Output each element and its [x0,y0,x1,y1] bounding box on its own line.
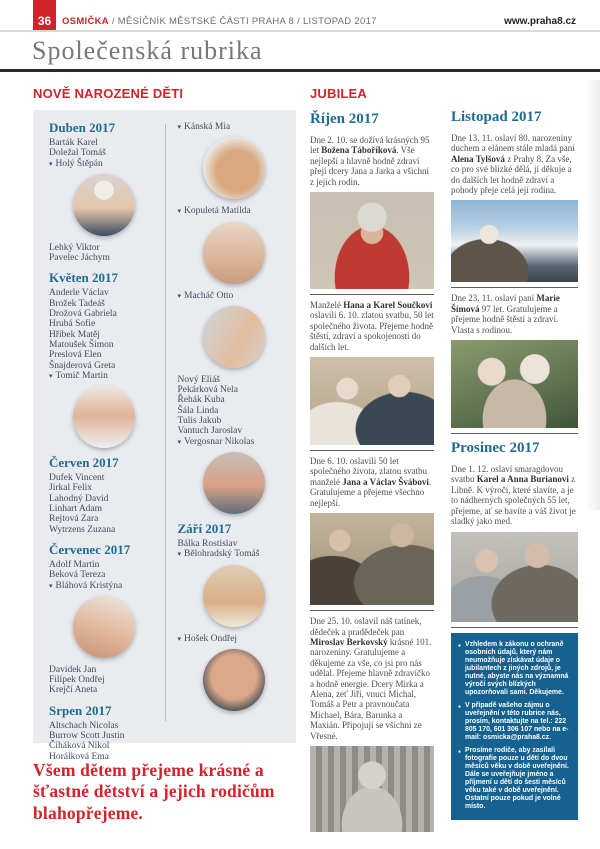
newborns-closing-wish: Všem dětem přejeme krásné a šťastné dětství a jejich rodičům blahopřejeme. [33,760,275,823]
month-heading-november: Listopad 2017 [451,109,542,125]
photo-miroslav-berkovsky [310,746,434,832]
photo-kopuleta-matilda [203,222,265,284]
newborn-name: Matoušek Šimon [49,339,114,350]
newborn-name: Adolf Martin [49,559,100,570]
arrow-down-icon [178,122,182,132]
month-heading-april: Duben 2017 [49,120,116,135]
newborn-photo-name: ▾ Bělohradský Tomáš [178,549,291,559]
newborn-name: Tulis Jakub [177,416,222,427]
newborn-name: Řehák Kuba [177,395,225,406]
newborn-name: Hrubá Sofie [49,319,96,330]
website-url: www.praha8.cz [504,16,576,27]
photo-holy-stepan [73,174,135,236]
newborn-name: Brožek Tadeáš [49,298,105,309]
newborn-name: Pavelec Jáchym [49,253,110,264]
newborns-subcolumn-right [165,110,297,743]
photo-marie-simova [451,340,578,428]
newborns-heading: NOVĚ NAROZENÉ DĚTI [33,86,184,101]
arrow-down-icon [49,581,53,591]
newborn-photo-name: ▾ Macháč Otto [178,291,291,301]
magazine-name: OSMIČKA [62,16,109,27]
entry-divider [310,450,434,451]
jubilee-entry-taborikova: Dne 2. 10. se dožívá krásných 95 let Božena Táboříková. Vše nejlepší a hlavně hodně zdraví přejí dcery Jana a Jarka a všichni z jejich rodin. [310,135,430,187]
newborn-name: Rejtová Zara [49,514,99,525]
newborn-name: Jirkal Felix [49,483,93,494]
newborns-subcolumn-left [33,110,165,762]
column-divider [165,124,166,721]
arrow-down-icon [178,206,182,216]
entry-divider [451,287,578,288]
month-heading-september: Září 2017 [177,520,232,536]
newborn-name: Bálka Rostislav [177,538,238,549]
page-edge-shadow [586,80,600,510]
jubilea-heading: JUBILEA [310,86,368,101]
entry-divider [310,294,434,295]
newborn-name: Dufek Vincent [49,473,105,484]
arrow-down-icon [49,159,53,169]
newborn-photo-name: ▾ Bláhová Kristýna [49,581,159,591]
jubilee-entry-svabovi: Dne 6. 10. oslavili 50 let společného života, zlatou svatbu manželé Jana a Václav Švábovi. Gratulujeme a přejeme všechno nejlepší. [310,456,432,508]
month-heading-august: Srpen 2017 [49,702,112,718]
info-note-contact: ● V případě vašeho zájmu o uveřejnění v této rubrice nás, prosím, kontaktujte na tel.: 222 805 170, 601 306 107 nebo na e-mail: osmicka@praha8.cz. [458,702,571,742]
newborn-name: Krejčí Aneta [49,685,98,696]
newborn-name: Lahodný David [49,493,109,504]
photo-kanska-mia [203,137,265,199]
newborn-name: Linhart Adam [49,504,103,515]
newborn-name: Anderle Václav [49,288,109,299]
entry-divider [451,433,578,434]
newborns-box [33,110,296,762]
newborn-name: Doležal Tomáš [49,148,106,159]
newborn-photo-name: ▾ Holý Štěpán [49,159,159,169]
jubilee-entry-souckovi: Manželé Hana a Karel Součkovi oslavili 6. 10. zlatou svatbu, 50 let společného života. Přejeme hodně štěstí, zdraví a spokojenosti do dalších let. [310,300,434,352]
newborn-name: Burrow Scott Justin [49,731,125,742]
title-rule [0,69,600,72]
newborn-name: Davídek Jan [49,664,97,675]
newborn-name: Drožová Gabriela [49,309,117,320]
info-note-photos: ● Prosíme rodiče, aby zasílali fotografie pouze u dětí do dvou měsíců věku v době uveřejnění. Dále se uveřejňuje jméno a příjmení u dětí do šesti měsíců věku také v době uveřejnění. Ostatní pouze pokud je volné místo. [458,747,571,811]
jubilee-entry-berkovsky: Dne 25. 10. oslavil náš tatínek, dědeček a pradědeček pan Miroslav Berkovský krásné 101. narozeniny. Gratulujeme a děkujeme za vše, co jsi pro nás udělal. Přejeme hlavně zdravíčko a hodně energie. Dcery Mirka a Alena, zeť Jiří, vnuci Michal, Tomáš a Petr a pravnoučata Michael, Bára, Barunka a Maxián. Připojují se všichni ze Vřesné. [310,616,432,741]
photo-belohradsky-tomas [203,565,265,627]
photo-hana-karel-souckovi [310,357,434,445]
jubilee-entry-tylsova: Dne 13. 11. oslaví 80. narozeniny duchem a elánem stále mladá paní Alena Tylšová z Prahy 8. Za vše, co pro své blízké dělá, jí děkuje a do dalších let hodně zdraví a pohody přeje celá její rodina. [451,133,575,196]
newborn-name: Beková Tereza [49,570,106,581]
entry-divider [310,610,434,611]
photo-machac-otto [203,306,265,368]
newborn-name: Wytrzens Zuzana [49,524,116,535]
newborn-name: Filípek Ondřej [49,675,105,686]
newborn-name: Barták Karel [49,138,98,148]
newborn-name: Preslová Elen [49,350,102,361]
page-title: Společenská rubrika [32,36,263,65]
newborn-photo-name: ▾ Kánská Mia [178,122,291,132]
photo-blahova-kristyna [73,596,135,658]
info-note-privacy: ● Vzhledem k zákonu o ochraně osobních údajů, který nám neumožňuje získávat údaje o jubilantech z jiných zdrojů, je nutné, abyste nás na významná výročí svých blízkých upozorňovali sami. Děkujeme. [458,641,571,697]
photo-hosek-ondrej [203,649,265,711]
newborn-name: Lehký Viktor [49,242,100,253]
month-heading-december: Prosinec 2017 [451,440,540,457]
arrow-down-icon [178,437,182,447]
newborn-name: Vantuch Jaroslav [177,426,243,437]
newborn-photo-name: ▾ Hošek Ondřej [178,634,291,644]
newborn-photo-name: ▾ Kopuletá Matilda [178,206,291,216]
arrow-down-icon [178,549,182,559]
jubilea-column-november-december [451,86,578,820]
newborn-name: Šnajderová Greta [49,360,116,371]
entry-divider [451,627,578,628]
newborn-name: Čiháková Nikol [49,741,110,752]
photo-bozena-taborikova [310,192,434,289]
newborn-photo-name: ▾ Tomič Martin [49,371,159,381]
photo-alena-tylsova [451,200,578,282]
editorial-info-box [451,633,578,820]
jubilee-entry-simova: Dne 23. 11. oslaví paní Marie Šímová 97 let. Gratulujeme a přejeme hodně štěstí a zdraví. Vlasta s rodinou. [451,293,560,335]
month-heading-june: Červen 2017 [49,455,119,471]
newborns-section [33,86,296,824]
jubilea-column-october [310,86,434,837]
arrow-down-icon [178,291,182,301]
page-number-tab: 36 [33,0,56,30]
photo-karel-anna-burianovi [451,532,578,622]
arrow-down-icon [49,371,53,381]
month-heading-july: Červenec 2017 [49,541,131,557]
photo-jana-vaclav-svabovi [310,513,434,605]
month-heading-october: Říjen 2017 [310,111,379,127]
photo-vergosnar-nikolas [203,452,265,514]
header-rule [0,30,600,32]
newborn-name: Šála Linda [177,405,219,416]
month-heading-may: Květen 2017 [49,270,118,286]
arrow-down-icon [178,634,182,644]
newborn-name: Nový Eliáš [177,374,220,385]
newborn-name: Pekárková Nela [177,385,238,396]
newborn-name: Hříbek Matěj [49,329,100,340]
header-subtitle: / MĚSÍČNÍK MĚSTSKÉ ČÁSTI PRAHA 8 / LISTOPAD 2017 [108,16,377,27]
newborn-name: Horálková Ema [49,751,109,762]
jubilee-entry-burianovi: Dne 1. 12. oslaví smaragdovou svatbu Karel a Anna Burianovi z Libně. K výročí, které slavíte, a je to nádherných společných 55 let, přejeme, ať se bavíte a váš život je sladký jako med. [451,464,576,527]
photo-tomic-martin [73,386,135,448]
header-line [62,16,377,27]
newborn-name: Altschach Nicolas [49,720,119,731]
newborn-photo-name: ▾ Vergosnar Nikolas [178,437,291,447]
